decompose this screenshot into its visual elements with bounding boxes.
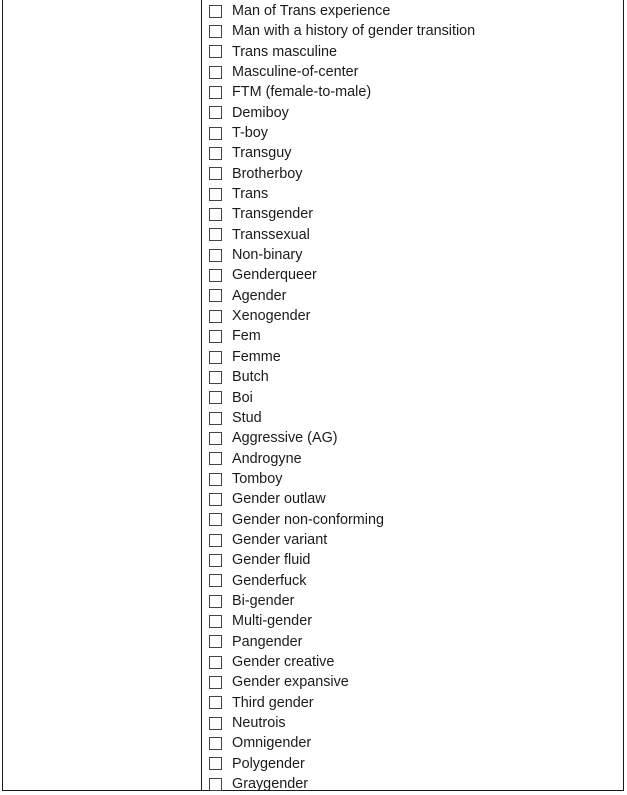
checkbox-icon[interactable] — [209, 432, 222, 445]
option-label: Gender expansive — [232, 674, 349, 691]
checkbox-icon[interactable] — [209, 554, 222, 567]
option-item[interactable] — [209, 21, 475, 41]
option-label: Aggressive (AG) — [232, 430, 338, 447]
checkbox-icon[interactable] — [209, 574, 222, 587]
checkbox-icon[interactable] — [209, 676, 222, 689]
option-label: Gender non-conforming — [232, 511, 384, 528]
checkbox-icon[interactable] — [209, 615, 222, 628]
checkbox-icon[interactable] — [209, 25, 222, 38]
checkbox-icon[interactable] — [209, 391, 222, 404]
checkbox-icon[interactable] — [209, 147, 222, 160]
checkbox-icon[interactable] — [209, 269, 222, 282]
option-item[interactable] — [209, 225, 475, 245]
checkbox-icon[interactable] — [209, 208, 222, 221]
checkbox-icon[interactable] — [209, 412, 222, 425]
checkbox-icon[interactable] — [209, 127, 222, 140]
form-table — [2, 0, 624, 791]
option-item[interactable] — [209, 571, 475, 591]
option-label: Gender outlaw — [232, 491, 326, 508]
option-label: Tomboy — [232, 470, 283, 487]
option-label: Omnigender — [232, 735, 312, 752]
option-label: Transgender — [232, 206, 314, 223]
checkbox-icon[interactable] — [209, 228, 222, 241]
option-label: FTM (female-to-male) — [232, 84, 372, 101]
option-label: Brotherboy — [232, 165, 303, 182]
option-label: Genderfuck — [232, 572, 307, 589]
option-item[interactable] — [209, 754, 475, 774]
option-item[interactable] — [209, 530, 475, 550]
option-label: Trans masculine — [232, 43, 338, 60]
option-label: Bi-gender — [232, 592, 295, 609]
checkbox-icon[interactable] — [209, 452, 222, 465]
checkbox-icon[interactable] — [209, 778, 222, 791]
option-item[interactable] — [209, 693, 475, 713]
option-label: Multi-gender — [232, 613, 312, 630]
option-item[interactable] — [209, 62, 475, 82]
option-item[interactable] — [209, 327, 475, 347]
option-item[interactable] — [209, 672, 475, 692]
option-item[interactable] — [209, 184, 475, 204]
column-divider — [201, 0, 202, 790]
checkbox-icon[interactable] — [209, 534, 222, 547]
option-item[interactable] — [209, 489, 475, 509]
option-label: Transguy — [232, 145, 292, 162]
option-label: Demiboy — [232, 104, 289, 121]
checkbox-icon[interactable] — [209, 351, 222, 364]
checkbox-icon[interactable] — [209, 330, 222, 343]
checkbox-icon[interactable] — [209, 717, 222, 730]
checkbox-icon[interactable] — [209, 737, 222, 750]
checkbox-icon[interactable] — [209, 757, 222, 770]
option-item[interactable] — [209, 388, 475, 408]
checkbox-icon[interactable] — [209, 473, 222, 486]
option-item[interactable] — [209, 632, 475, 652]
option-label: Transsexual — [232, 226, 310, 243]
option-item[interactable] — [209, 367, 475, 387]
option-label: Masculine-of-center — [232, 64, 359, 80]
option-item[interactable] — [209, 550, 475, 570]
checkbox-icon[interactable] — [209, 513, 222, 526]
option-label: Man with a history of gender transition — [232, 23, 476, 40]
option-item[interactable] — [209, 286, 475, 306]
option-label: Agender — [232, 287, 287, 304]
option-label: Pangender — [232, 633, 303, 650]
checkbox-icon[interactable] — [209, 493, 222, 506]
option-label: Polygender — [232, 755, 305, 772]
option-item[interactable] — [209, 164, 475, 184]
option-item[interactable] — [209, 713, 475, 733]
checkbox-icon[interactable] — [209, 289, 222, 302]
checkbox-icon[interactable] — [209, 167, 222, 180]
option-label: T-boy — [232, 125, 268, 142]
option-item[interactable] — [209, 591, 475, 611]
gender-identity-options — [209, 1, 475, 794]
option-item[interactable] — [209, 510, 475, 530]
option-label: Fem — [232, 328, 261, 345]
checkbox-icon[interactable] — [209, 106, 222, 119]
option-item[interactable] — [209, 103, 475, 123]
checkbox-icon[interactable] — [209, 45, 222, 58]
option-item[interactable] — [209, 652, 475, 672]
option-item[interactable] — [209, 408, 475, 428]
option-item[interactable] — [209, 611, 475, 631]
option-label: Xenogender — [232, 308, 311, 325]
option-item[interactable] — [209, 42, 475, 62]
option-label: Gender creative — [232, 653, 335, 670]
option-label: Genderqueer — [232, 267, 317, 284]
option-item[interactable] — [209, 428, 475, 448]
checkbox-icon[interactable] — [209, 5, 222, 18]
option-item[interactable] — [209, 204, 475, 224]
option-item[interactable] — [209, 245, 475, 265]
option-item[interactable] — [209, 774, 475, 794]
option-label: Neutrois — [232, 715, 286, 731]
option-item[interactable] — [209, 123, 475, 143]
option-item[interactable] — [209, 449, 475, 469]
checkbox-icon[interactable] — [209, 86, 222, 99]
option-item[interactable] — [209, 347, 475, 367]
option-item[interactable] — [209, 143, 475, 163]
checkbox-icon[interactable] — [209, 371, 222, 384]
option-label: Third gender — [232, 694, 314, 711]
option-label: Boi — [232, 389, 253, 406]
option-item[interactable] — [209, 265, 475, 285]
checkbox-icon[interactable] — [209, 696, 222, 709]
option-label: Gender variant — [232, 531, 328, 548]
checkbox-icon[interactable] — [209, 310, 222, 323]
option-item[interactable] — [209, 733, 475, 753]
option-label: Trans — [232, 186, 269, 203]
option-item[interactable] — [209, 1, 475, 21]
checkbox-icon[interactable] — [209, 656, 222, 669]
checkbox-icon[interactable] — [209, 188, 222, 201]
option-label: Gender fluid — [232, 552, 311, 569]
option-label: Non-binary — [232, 247, 303, 264]
option-label: Stud — [232, 409, 262, 426]
option-item[interactable] — [209, 82, 475, 102]
checkbox-icon[interactable] — [209, 635, 222, 648]
option-label: Androgyne — [232, 450, 302, 467]
checkbox-icon[interactable] — [209, 66, 222, 79]
option-label: Man of Trans experience — [232, 2, 391, 19]
option-label: Graygender — [232, 776, 308, 793]
option-item[interactable] — [209, 469, 475, 489]
option-item[interactable] — [209, 306, 475, 326]
checkbox-icon[interactable] — [209, 249, 222, 262]
checkbox-icon[interactable] — [209, 595, 222, 608]
option-label: Femme — [232, 348, 281, 365]
option-label: Butch — [232, 369, 269, 386]
